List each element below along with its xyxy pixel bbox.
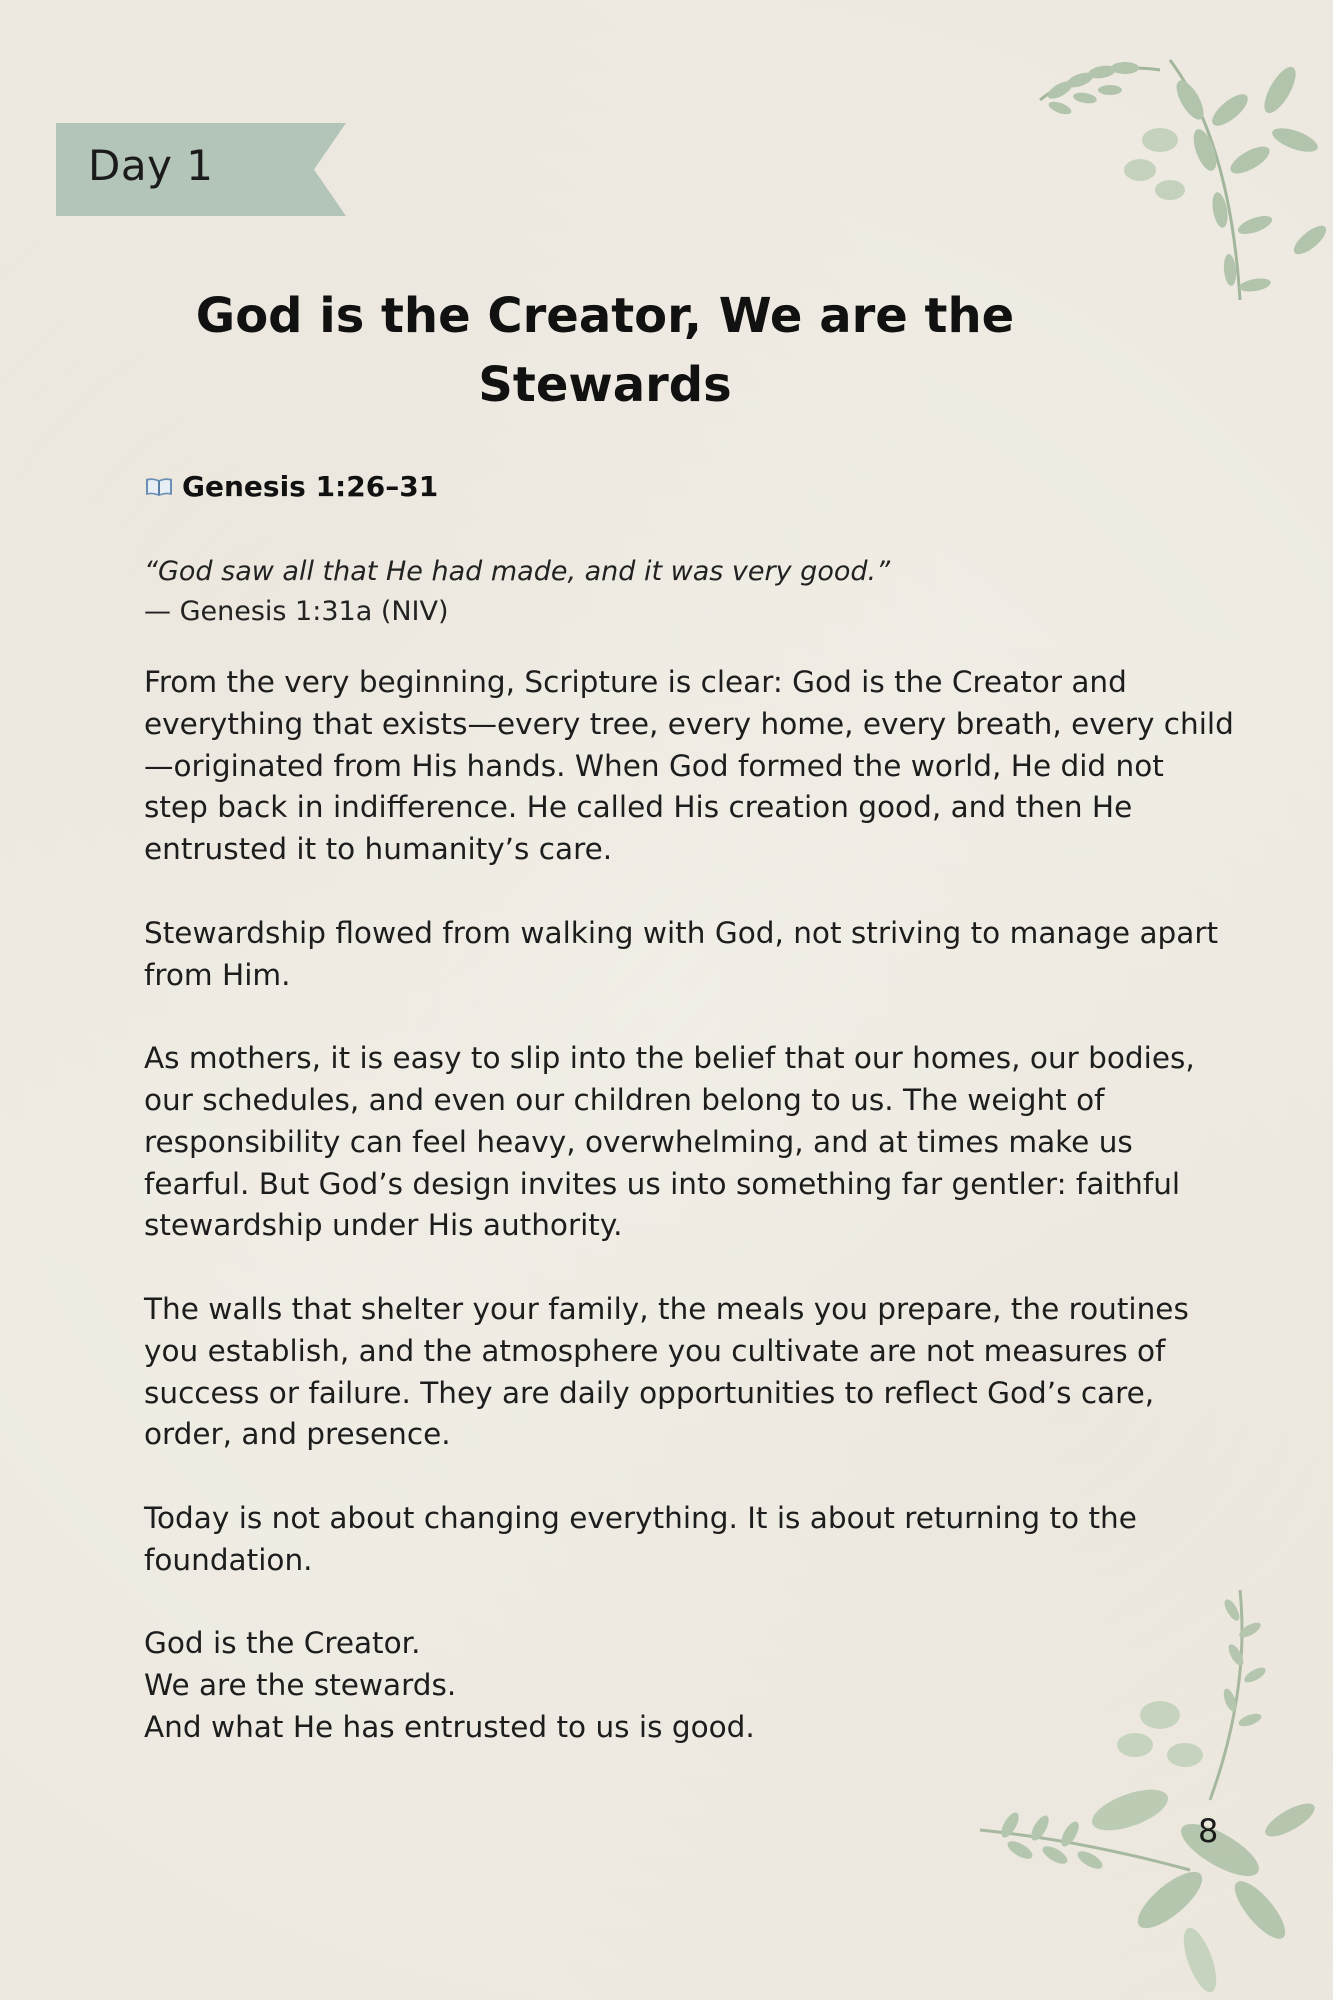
- paragraph: Stewardship flowed from walking with God, not striving to manage apart from Him.: [144, 915, 1219, 992]
- quote-text: “God saw all that He had made, and it was very good.”: [144, 556, 891, 587]
- closing-line: We are the stewards.: [144, 1668, 457, 1703]
- closing-line: God is the Creator.: [144, 1626, 421, 1661]
- scripture-reference: [144, 470, 438, 503]
- page-title: God is the Creator, We are the Stewards: [195, 288, 1015, 413]
- open-book-icon: [144, 476, 174, 498]
- day-label: Day 1: [88, 141, 214, 190]
- paragraph: As mothers, it is easy to slip into the belief that our homes, our bodies, our schedules, and even our children belong to us. The weight of responsibility can feel heavy, overwhelming, and at times make us fearful. But God’s design invites us into something far gentler: faithful stewardship under His authority.: [144, 1041, 1195, 1243]
- scripture-quote: [144, 552, 1144, 632]
- devotional-body: [144, 662, 1234, 1749]
- paragraph: From the very beginning, Scripture is clear: God is the Creator and everything that exists—every tree, every home, every breath, every child—originated from His hands. When God formed the world, He did not step back in indifference. He called His creation good, and then He entrusted it to humanity’s care.: [144, 665, 1234, 867]
- paragraph: The walls that shelter your family, the meals you prepare, the routines you establish, and the atmosphere you cultivate are not measures of success or failure. They are daily opportunities to reflect God’s care, order, and presence.: [144, 1291, 1189, 1452]
- day-banner: [56, 123, 346, 216]
- scripture-reference-text: Genesis 1:26–31: [182, 470, 439, 503]
- closing-line: And what He has entrusted to us is good.: [144, 1709, 755, 1744]
- page-number: 8: [1198, 1812, 1219, 1850]
- quote-source: — Genesis 1:31a (NIV): [144, 596, 449, 627]
- paragraph: Today is not about changing everything. It is about returning to the foundation.: [144, 1500, 1137, 1577]
